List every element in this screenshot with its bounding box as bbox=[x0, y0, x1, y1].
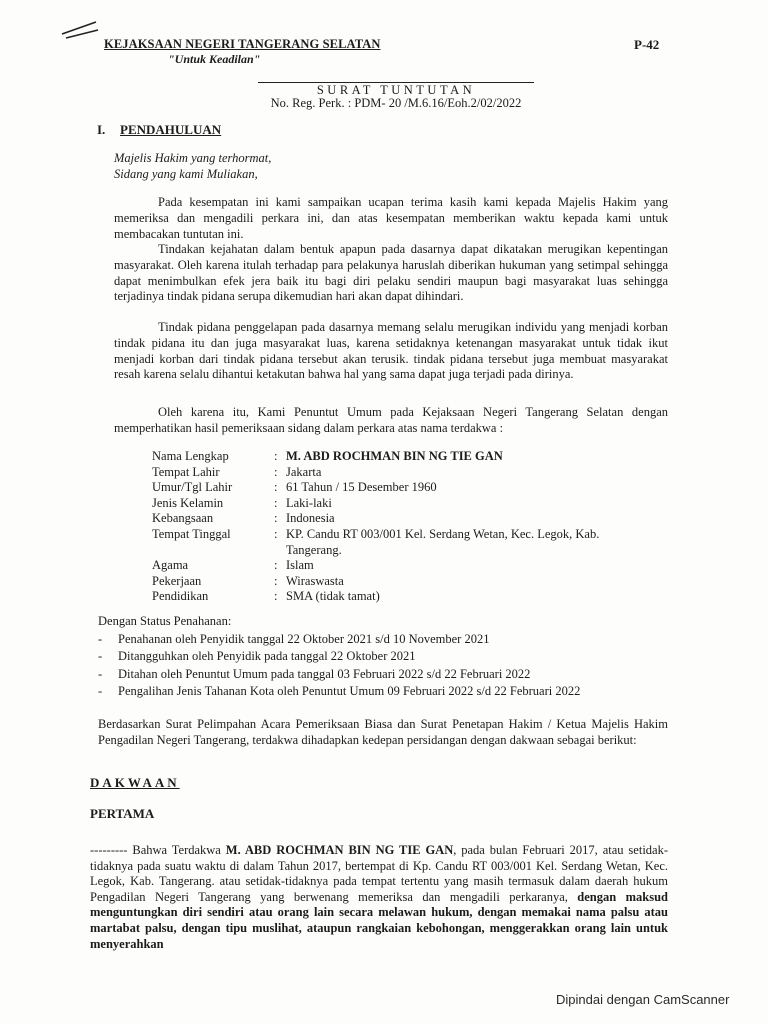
list-item: - Pengalihan Jenis Tahanan Kota oleh Penuntut Umum 09 Februari 2022 s/d 22 Februari 2022 bbox=[98, 684, 581, 699]
greeting-line-2: Sidang yang kami Muliakan, bbox=[114, 167, 258, 181]
section-number: I. bbox=[97, 122, 106, 137]
office-name: KEJAKSAAN NEGERI TANGERANG SELATAN bbox=[104, 37, 381, 51]
identity-row: Tempat Tinggal : KP. Candu RT 003/001 Kel. Serdang Wetan, Kec. Legok, Kab. Tangerang. bbox=[152, 526, 600, 557]
list-item: - Ditahan oleh Penuntut Umum pada tanggal 03 Februari 2022 s/d 22 Februari 2022 bbox=[98, 666, 531, 681]
list-item: - Ditangguhkan oleh Penyidik pada tanggal 22 Oktober 2021 bbox=[98, 649, 416, 664]
identity-row: Pendidikan : SMA (tidak tamat) bbox=[152, 589, 380, 604]
detention-status-list bbox=[98, 631, 580, 701]
section-title: PENDAHULUAN bbox=[120, 122, 222, 137]
list-item: - Penahanan oleh Penyidik tanggal 22 Oktober 2021 s/d 10 November 2021 bbox=[98, 632, 490, 646]
office-motto: "Untuk Keadilan" bbox=[168, 52, 261, 66]
intro-paragraph-1: Pada kesempatan ini kami sampaikan ucapan terima kasih kami kepada Majelis Hakim yang memeriksa dan mengadili perkara ini, dan atas kesempatan memberikan waktu kepada kami untuk membacakan tuntutan ini. bbox=[114, 195, 668, 241]
defendant-name: M. ABD ROCHMAN BIN NG TIE GAN bbox=[286, 449, 503, 463]
identity-row: Tempat Lahir : Jakarta bbox=[152, 464, 322, 479]
pen-mark-icon bbox=[58, 12, 100, 42]
dakwaan-paragraph: --------- Bahwa Terdakwa M. ABD ROCHMAN BIN NG TIE GAN, pada bulan Februari 2017, atau setidak-tidaknya pada suatu waktu di dalam Tahun 2017, bertempat di Kp. Candu RT 003/001 Kel. Serdang Wetan, Kec. Legok, Kab. Tangerang. atau setidak-tidaknya pada tempat tertentu yang masih termasuk dalam daerah hukum Pengadilan Negeri Tangerang yang berwenang memeriksa dan mengadili perkaranya, dengan maksud menguntungkan diri sendiri atau orang lain secara melawan hukum, dengan memakai nama palsu atau martabat palsu, dengan tipu muslihat, ataupun rangkaian kebohongan, menggerakkan orang lain untuk menyerahkan bbox=[90, 843, 669, 951]
scanner-watermark: Dipindai dengan CamScanner bbox=[556, 992, 730, 1007]
intro-paragraph-2: Tindakan kejahatan dalam bentuk apapun pada dasarnya dapat dikatakan merugikan kepentingan masyarakat. Oleh karena itulah terhadap para pelakunya haruslah diberikan hukuman yang setimpal sehingga dapat menimbulkan efek jera baik itu bagi diri pelaku sendiri maupun bagi masyarakat luas sehingga terjadinya tindak pidana serupa dikemudian hari akan dapat dihindari. bbox=[114, 242, 668, 304]
registration-number: No. Reg. Perk. : PDM- 20 /M.6.16/Eoh.2/02/2022 bbox=[270, 96, 522, 110]
defendant-name-inline: M. ABD ROCHMAN BIN NG TIE GAN bbox=[225, 843, 454, 857]
identity-row: Umur/Tgl Lahir : 61 Tahun / 15 Desember 1960 bbox=[152, 480, 437, 495]
identity-row: Pekerjaan : Wiraswasta bbox=[152, 573, 344, 588]
intro-paragraph-4: Oleh karena itu, Kami Penuntut Umum pada Kejaksaan Negeri Tangerang Selatan dengan memperhatikan hasil pemeriksaan sidang dalam perkara atas nama terdakwa : bbox=[114, 405, 668, 435]
intro-paragraph-3: Tindak pidana penggelapan pada dasarnya memang selalu merugikan individu yang menjadi korban tindak pidana itu dan juga masyarakat luas, karena setidaknya ketenangan masyarakat untuk tidak ikut menjadi korban dari tindak pidana tersebut akan terusik. tindak pidana tersebut juga membuat masyarakat resah karena selalu dihantui ketakutan bahwa hal yang sama dapat juga terjadi pada dirinya. bbox=[114, 320, 668, 382]
defendant-identity-table bbox=[152, 449, 656, 605]
form-code: P-42 bbox=[634, 37, 660, 52]
document-title: SURAT TUNTUTAN bbox=[258, 82, 534, 98]
dakwaan-heading: DAKWAAN bbox=[90, 775, 180, 790]
greeting-line-1: Majelis Hakim yang terhormat, bbox=[114, 151, 272, 165]
identity-row: Agama : Islam bbox=[152, 558, 314, 573]
dakwaan-subheading: PERTAMA bbox=[90, 806, 155, 821]
identity-row: Kebangsaan : Indonesia bbox=[152, 511, 335, 526]
identity-row: Nama Lengkap : M. ABD ROCHMAN BIN NG TIE GAN bbox=[152, 449, 656, 465]
basis-paragraph: Berdasarkan Surat Pelimpahan Acara Pemeriksaan Biasa dan Surat Penetapan Hakim / Ketua Majelis Hakim Pengadilan Negeri Tangerang, terdakwa dihadapkan kedepan persidangan dengan dakwaan sebagai berikut: bbox=[98, 717, 668, 747]
identity-row: Jenis Kelamin : Laki-laki bbox=[152, 495, 332, 510]
detention-status-heading: Dengan Status Penahanan: bbox=[98, 614, 232, 628]
